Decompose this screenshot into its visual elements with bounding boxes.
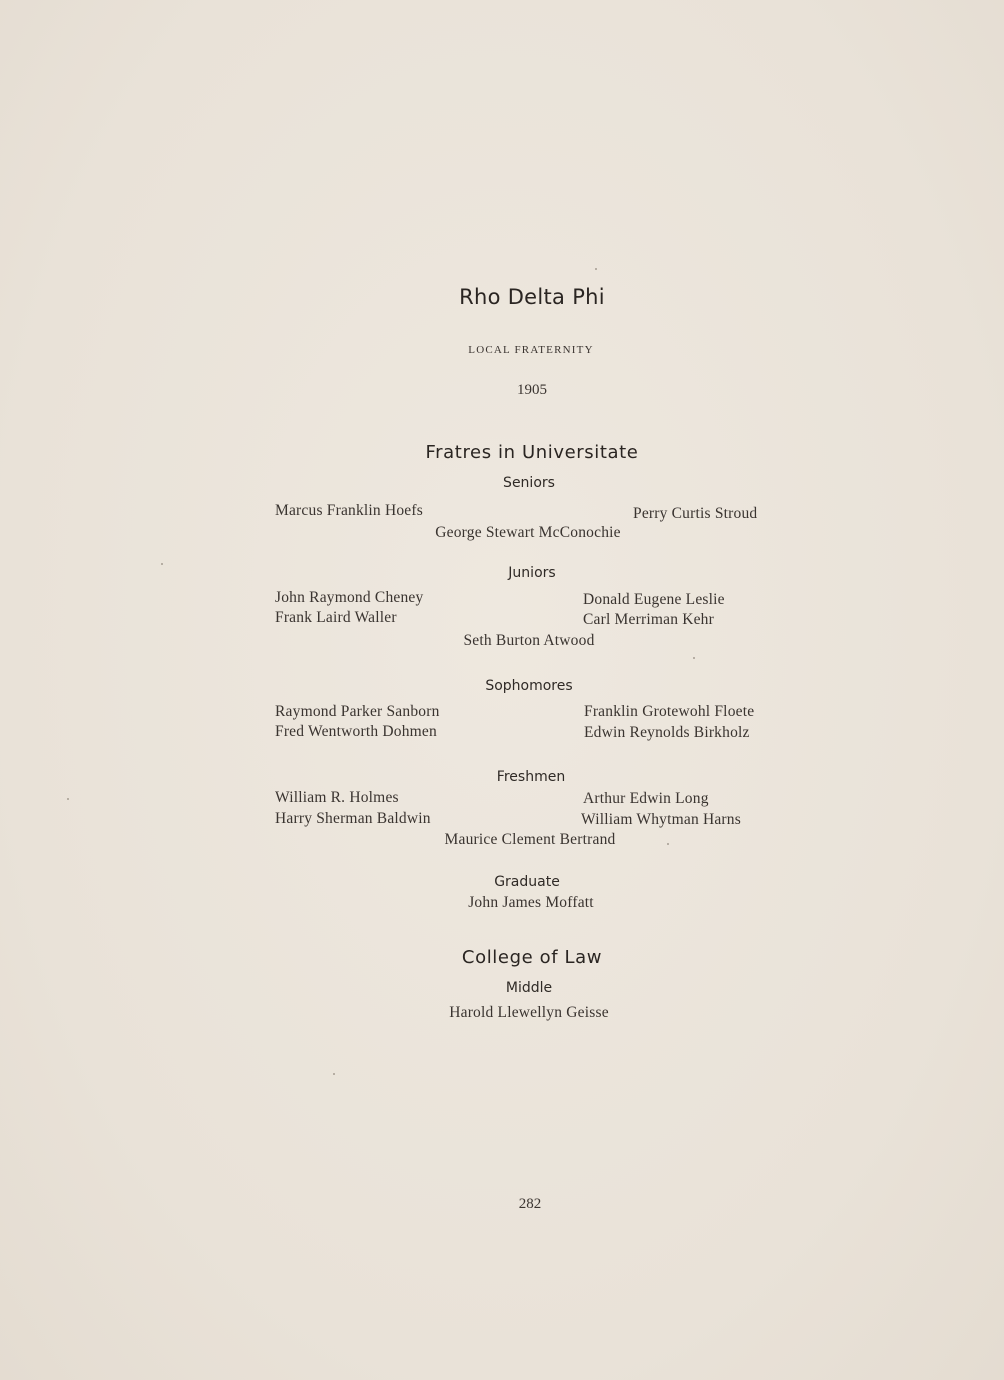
paper-speck <box>693 657 695 659</box>
page-number: 282 <box>518 1196 542 1212</box>
paper-speck <box>333 1073 335 1075</box>
member-name: Franklin Grotewohl Floete <box>584 703 755 720</box>
member-name: George Stewart McConochie <box>435 524 621 541</box>
paper-speck <box>595 268 597 270</box>
class-label-graduate: Graduate <box>494 874 560 890</box>
paper-speck <box>67 798 69 800</box>
member-name: Maurice Clement Bertrand <box>444 831 616 848</box>
paper-speck <box>667 843 669 845</box>
page-subtitle: LOCAL FRATERNITY <box>468 344 594 356</box>
member-name: Perry Curtis Stroud <box>633 505 758 522</box>
class-label-freshmen: Freshmen <box>496 769 566 785</box>
member-name: Marcus Franklin Hoefs <box>275 502 423 519</box>
section-heading-universitate: Fratres in Universitate <box>425 442 639 463</box>
section-heading-law: College of Law <box>461 947 603 968</box>
member-name: Harold Llewellyn Geisse <box>449 1004 609 1021</box>
class-label-sophomores: Sophomores <box>485 678 573 694</box>
member-name: John Raymond Cheney <box>275 589 424 606</box>
member-name: Raymond Parker Sanborn <box>275 703 440 720</box>
member-name: Seth Burton Atwood <box>463 632 595 649</box>
member-name: Frank Laird Waller <box>275 609 397 626</box>
member-name: William Whytman Harns <box>581 811 741 828</box>
member-name: Arthur Edwin Long <box>583 790 709 807</box>
member-name: Fred Wentworth Dohmen <box>275 723 437 740</box>
member-name: William R. Holmes <box>275 789 399 806</box>
class-label-juniors: Juniors <box>508 565 556 581</box>
member-name: Edwin Reynolds Birkholz <box>584 724 750 741</box>
member-name: Carl Merriman Kehr <box>583 611 714 628</box>
class-label-seniors: Seniors <box>503 475 555 491</box>
page-title: Rho Delta Phi <box>459 285 605 309</box>
founding-year: 1905 <box>517 382 547 398</box>
paper-speck <box>161 563 163 565</box>
member-name: Donald Eugene Leslie <box>583 591 725 608</box>
class-label-middle: Middle <box>505 980 553 996</box>
member-name: Harry Sherman Baldwin <box>275 810 431 827</box>
member-name: John James Moffatt <box>468 894 594 911</box>
